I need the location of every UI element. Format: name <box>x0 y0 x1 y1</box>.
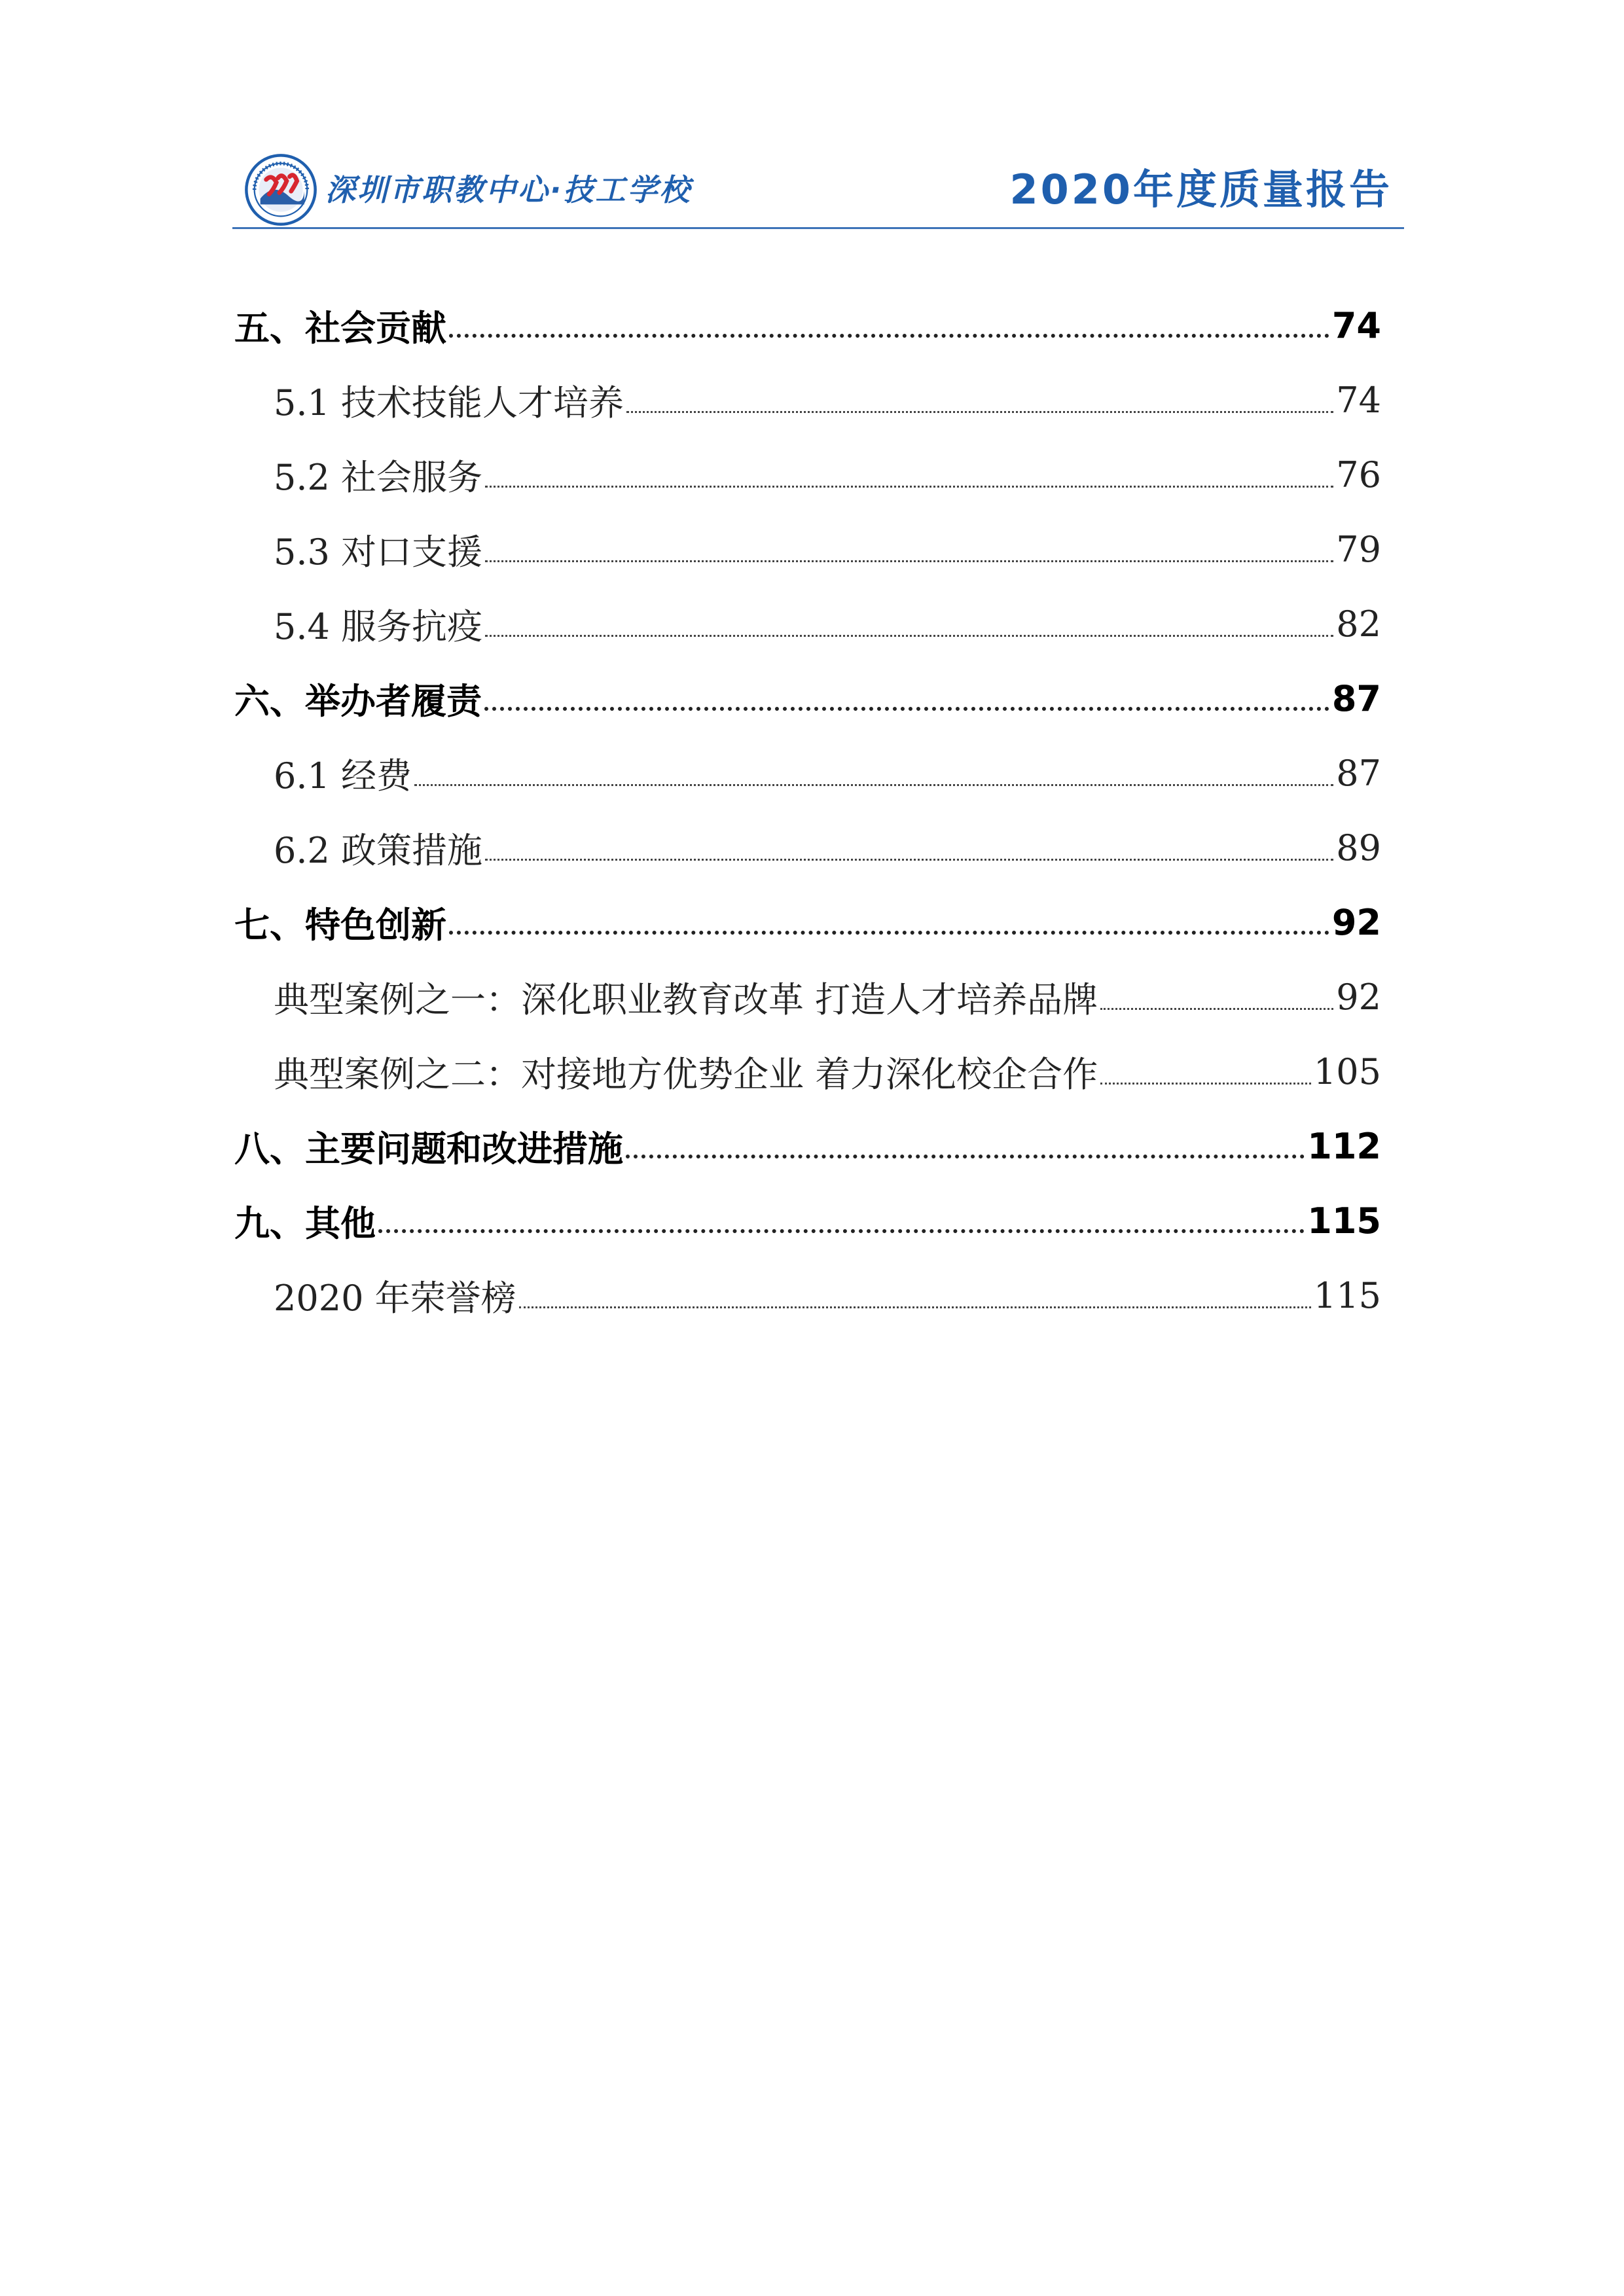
toc-entry-5-2[interactable] <box>234 437 1381 512</box>
page-header <box>232 143 1404 228</box>
toc-entry-label: 5.1 技术技能人才培养 <box>274 382 624 423</box>
toc-entry-page: 115 <box>1307 1200 1381 1242</box>
toc-entry-page: 87 <box>1331 677 1381 719</box>
toc-entry-label: 典型案例之一：深化职业教育改革 打造人才培养品牌 <box>274 978 1098 1020</box>
toc-dot-leader <box>485 560 1333 562</box>
toc-entry-section-5[interactable] <box>234 288 1381 363</box>
toc-dot-leader <box>1100 1008 1333 1010</box>
toc-entry-page: 92 <box>1336 976 1381 1018</box>
toc-dot-leader <box>378 1229 1305 1233</box>
toc-entry-case-1[interactable] <box>234 960 1381 1034</box>
toc-entry-page: 74 <box>1331 304 1381 346</box>
toc-entry-page: 112 <box>1307 1125 1381 1167</box>
toc-dot-leader <box>485 859 1333 861</box>
toc-entry-page: 89 <box>1336 827 1381 869</box>
toc-entry-label: 5.4 服务抗疫 <box>274 605 483 647</box>
toc-entry-label: 典型案例之二：对接地方优势企业 着力深化校企合作 <box>274 1053 1098 1095</box>
toc-entry-section-8[interactable] <box>234 1109 1381 1183</box>
toc-entry-page: 105 <box>1313 1050 1381 1092</box>
toc-entry-6-2[interactable] <box>234 810 1381 885</box>
toc-entry-page: 82 <box>1336 603 1381 645</box>
toc-entry-label: 2020 年荣誉榜 <box>274 1277 516 1319</box>
toc-entry-section-9[interactable] <box>234 1183 1381 1258</box>
toc-entry-label: 九、其他 <box>234 1202 376 1244</box>
toc-entry-page: 92 <box>1331 901 1381 943</box>
report-title: 2020年度质量报告 <box>1009 166 1392 213</box>
school-emblem-icon <box>244 153 317 226</box>
toc-entry-page: 79 <box>1336 528 1381 570</box>
toc-entry-6-1[interactable] <box>234 736 1381 810</box>
toc-dot-leader <box>414 784 1333 786</box>
toc-entry-honors[interactable] <box>234 1258 1381 1333</box>
toc-entry-section-7[interactable] <box>234 885 1381 960</box>
toc-dot-leader <box>1100 1083 1311 1085</box>
toc-entry-page: 74 <box>1336 379 1381 421</box>
toc-entry-label: 6.1 经费 <box>274 755 412 797</box>
toc-dot-leader <box>485 486 1333 488</box>
toc-dot-leader <box>484 707 1329 711</box>
toc-dot-leader <box>449 931 1329 935</box>
toc-dot-leader <box>519 1306 1311 1308</box>
toc-entry-label: 5.3 对口支援 <box>274 531 483 573</box>
toc-entry-5-3[interactable] <box>234 512 1381 586</box>
toc-entry-label: 六、举办者履责 <box>234 680 482 722</box>
toc-entry-page: 76 <box>1336 454 1381 495</box>
toc-entry-5-1[interactable] <box>234 363 1381 437</box>
toc-dot-leader <box>626 1155 1305 1158</box>
toc-entry-label: 5.2 社会服务 <box>274 456 483 498</box>
toc-entry-label: 6.2 政策措施 <box>274 829 483 871</box>
toc-dot-leader <box>449 334 1329 338</box>
school-name: 深圳市职教中心·技工学校 <box>325 172 692 207</box>
toc-entry-case-2[interactable] <box>234 1034 1381 1109</box>
toc-entry-5-4[interactable] <box>234 586 1381 661</box>
table-of-contents <box>234 288 1381 1333</box>
toc-entry-label: 五、社会贡献 <box>234 307 446 349</box>
toc-entry-page: 87 <box>1336 752 1381 794</box>
toc-entry-label: 七、特色创新 <box>234 904 446 946</box>
toc-dot-leader <box>485 635 1333 637</box>
toc-entry-section-6[interactable] <box>234 661 1381 736</box>
toc-entry-label: 八、主要问题和改进措施 <box>234 1128 623 1170</box>
header-divider <box>232 227 1404 229</box>
toc-dot-leader <box>626 411 1333 413</box>
toc-entry-page: 115 <box>1313 1274 1381 1316</box>
